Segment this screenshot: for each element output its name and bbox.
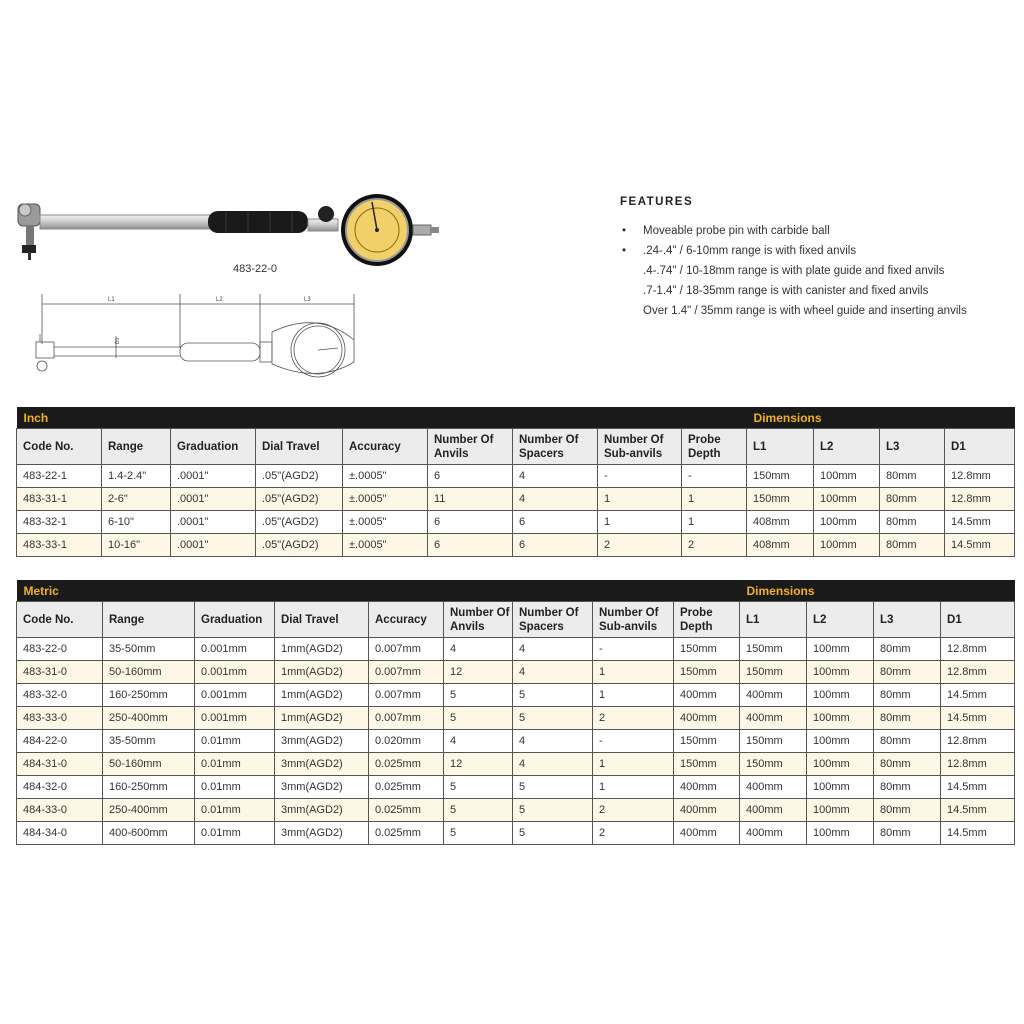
features-title: FEATURES <box>620 196 694 208</box>
table-cell: 80mm <box>874 753 941 776</box>
table-cell: 5 <box>513 776 593 799</box>
feature-item: • .24-.4" / 6-10mm range is with fixed anvils <box>620 241 1020 261</box>
table-cell: 5 <box>513 684 593 707</box>
table-cell: 483-31-0 <box>17 661 103 684</box>
table-cell: ±.0005" <box>343 488 428 511</box>
table-cell: 1 <box>593 661 674 684</box>
table-cell: 0.025mm <box>369 753 444 776</box>
column-header: Code No. <box>17 602 103 638</box>
table-cell: 14.5mm <box>941 684 1015 707</box>
table-cell: 5 <box>513 799 593 822</box>
table-cell: 483-22-0 <box>17 638 103 661</box>
dim-label-l2: L2 <box>216 297 223 303</box>
table-cell: 0.007mm <box>369 661 444 684</box>
column-header: Number Of Sub-anvils <box>593 602 674 638</box>
table-cell: 1mm(AGD2) <box>275 684 369 707</box>
table-cell: 5 <box>444 822 513 845</box>
table-row <box>17 684 1015 707</box>
table-cell: .0001" <box>171 488 256 511</box>
table-cell: 12 <box>444 661 513 684</box>
table-cell: 14.5mm <box>941 776 1015 799</box>
table-cell: 400mm <box>674 684 740 707</box>
table-cell: 80mm <box>880 534 945 557</box>
dim-label-l3: L3 <box>304 297 311 303</box>
dim-label-d1: D1 <box>115 337 121 344</box>
table-cell: .0001" <box>171 465 256 488</box>
table-cell: 400mm <box>740 707 807 730</box>
table-cell: 12.8mm <box>941 730 1015 753</box>
table-cell: 14.5mm <box>941 707 1015 730</box>
table-cell: 0.001mm <box>195 661 275 684</box>
table-cell: 160-250mm <box>103 684 195 707</box>
table-cell: ±.0005" <box>343 511 428 534</box>
table-cell: 150mm <box>674 638 740 661</box>
table-cell: 4 <box>513 638 593 661</box>
table-cell: 4 <box>513 730 593 753</box>
column-header: Probe Depth <box>674 602 740 638</box>
bore-gauge-photo <box>12 190 442 270</box>
table-cell: 12.8mm <box>945 465 1015 488</box>
table-cell: 483-33-0 <box>17 707 103 730</box>
table-cell: 4 <box>513 488 598 511</box>
column-header: Number Of Sub-anvils <box>598 429 682 465</box>
table-cell: 80mm <box>874 707 941 730</box>
model-caption: 483-22-0 <box>233 263 278 275</box>
table-cell: 14.5mm <box>941 822 1015 845</box>
table-cell: 160-250mm <box>103 776 195 799</box>
column-header: Probe Depth <box>682 429 747 465</box>
table-cell: 150mm <box>740 730 807 753</box>
table-cell: 4 <box>444 638 513 661</box>
table-cell: 1 <box>682 488 747 511</box>
table-cell: 400-600mm <box>103 822 195 845</box>
table-cell: .05"(AGD2) <box>256 465 343 488</box>
table-row <box>17 638 1015 661</box>
inch-section-label: Inch <box>17 407 747 429</box>
table-cell: 5 <box>513 707 593 730</box>
feature-item: • Moveable probe pin with carbide ball <box>620 221 1020 241</box>
table-cell: ±.0005" <box>343 534 428 557</box>
table-cell: ±.0005" <box>343 465 428 488</box>
table-cell: 80mm <box>874 799 941 822</box>
table-cell: 11 <box>428 488 513 511</box>
table-cell: 100mm <box>807 661 874 684</box>
column-header: D1 <box>945 429 1015 465</box>
table-cell: 484-34-0 <box>17 822 103 845</box>
table-cell: 2 <box>682 534 747 557</box>
table-cell: 1mm(AGD2) <box>275 638 369 661</box>
table-cell: - <box>593 638 674 661</box>
table-cell: 3mm(AGD2) <box>275 776 369 799</box>
table-cell: 5 <box>444 799 513 822</box>
column-header: L1 <box>740 602 807 638</box>
table-cell: 150mm <box>747 465 814 488</box>
table-cell: 6 <box>513 534 598 557</box>
column-header: Number Of Spacers <box>513 602 593 638</box>
features-list <box>620 221 1020 321</box>
table-cell: 6 <box>513 511 598 534</box>
table-cell: 100mm <box>807 730 874 753</box>
column-header: Number Of Anvils <box>444 602 513 638</box>
table-cell: 50-160mm <box>103 753 195 776</box>
table-cell: 1mm(AGD2) <box>275 661 369 684</box>
table-cell: - <box>593 730 674 753</box>
table-cell: 100mm <box>807 776 874 799</box>
column-header: Accuracy <box>343 429 428 465</box>
table-cell: 1 <box>598 488 682 511</box>
table-cell: 484-32-0 <box>17 776 103 799</box>
metric-table-body <box>17 638 1015 845</box>
table-cell: 6 <box>428 511 513 534</box>
table-cell: 400mm <box>740 799 807 822</box>
table-cell: 0.025mm <box>369 822 444 845</box>
table-cell: 484-22-0 <box>17 730 103 753</box>
table-cell: 12.8mm <box>941 638 1015 661</box>
table-cell: - <box>682 465 747 488</box>
table-cell: 100mm <box>807 822 874 845</box>
column-header: Dial Travel <box>275 602 369 638</box>
table-row <box>17 753 1015 776</box>
table-cell: 80mm <box>880 511 945 534</box>
metric-spec-table <box>16 580 1015 845</box>
table-cell: .05"(AGD2) <box>256 511 343 534</box>
table-cell: 0.007mm <box>369 707 444 730</box>
table-cell: 5 <box>444 684 513 707</box>
table-cell: 0.001mm <box>195 684 275 707</box>
table-row <box>17 707 1015 730</box>
feature-item: .7-1.4" / 18-35mm range is with canister and fixed anvils <box>643 285 929 297</box>
table-cell: 400mm <box>740 776 807 799</box>
table-cell: 100mm <box>814 534 880 557</box>
table-cell: 5 <box>444 776 513 799</box>
table-cell: 483-32-1 <box>17 511 102 534</box>
table-cell: 12.8mm <box>945 488 1015 511</box>
table-row <box>17 730 1015 753</box>
table-cell: 100mm <box>814 465 880 488</box>
inch-dimensions-label: Dimensions <box>747 407 1015 429</box>
table-cell: 400mm <box>740 684 807 707</box>
column-header: L2 <box>814 429 880 465</box>
column-header: Number Of Anvils <box>428 429 513 465</box>
column-header: L3 <box>874 602 941 638</box>
table-cell: 483-33-1 <box>17 534 102 557</box>
table-row <box>17 511 1015 534</box>
table-cell: 80mm <box>874 822 941 845</box>
table-cell: 0.025mm <box>369 799 444 822</box>
table-cell: 1 <box>682 511 747 534</box>
table-cell: 80mm <box>880 488 945 511</box>
table-cell: 0.01mm <box>195 776 275 799</box>
table-cell: 4 <box>513 753 593 776</box>
table-cell: 80mm <box>874 684 941 707</box>
table-cell: 250-400mm <box>103 707 195 730</box>
table-cell: 0.001mm <box>195 638 275 661</box>
table-cell: 0.01mm <box>195 753 275 776</box>
table-cell: 80mm <box>874 638 941 661</box>
table-cell: 3mm(AGD2) <box>275 730 369 753</box>
table-cell: 0.020mm <box>369 730 444 753</box>
table-cell: 80mm <box>874 730 941 753</box>
table-cell: 14.5mm <box>945 511 1015 534</box>
table-cell: 150mm <box>674 661 740 684</box>
table-cell: 150mm <box>740 753 807 776</box>
table-cell: 2 <box>593 707 674 730</box>
column-header: L3 <box>880 429 945 465</box>
table-cell: 100mm <box>814 511 880 534</box>
table-cell: 2-6" <box>102 488 171 511</box>
table-cell: 484-33-0 <box>17 799 103 822</box>
table-cell: 80mm <box>880 465 945 488</box>
table-cell: 12.8mm <box>941 753 1015 776</box>
table-cell: 4 <box>513 465 598 488</box>
table-cell: 4 <box>513 661 593 684</box>
table-cell: 3mm(AGD2) <box>275 799 369 822</box>
table-cell: 4 <box>444 730 513 753</box>
table-cell: 400mm <box>674 776 740 799</box>
table-cell: 100mm <box>807 753 874 776</box>
table-cell: 1 <box>593 753 674 776</box>
feature-item: Over 1.4" / 35mm range is with wheel guide and inserting anvils <box>643 305 967 317</box>
metric-dimensions-label: Dimensions <box>740 580 1015 602</box>
column-header: L1 <box>747 429 814 465</box>
table-cell: 3mm(AGD2) <box>275 822 369 845</box>
table-cell: 10-16" <box>102 534 171 557</box>
table-cell: 1.4-2.4" <box>102 465 171 488</box>
column-header: Number Of Spacers <box>513 429 598 465</box>
table-row <box>17 465 1015 488</box>
table-row <box>17 799 1015 822</box>
table-cell: 1 <box>593 684 674 707</box>
column-header: Graduation <box>171 429 256 465</box>
table-cell: 5 <box>444 707 513 730</box>
dimension-drawing <box>28 292 368 384</box>
metric-header-row <box>17 602 1015 638</box>
table-cell: 14.5mm <box>941 799 1015 822</box>
table-cell: .0001" <box>171 511 256 534</box>
table-cell: 483-22-1 <box>17 465 102 488</box>
table-cell: 0.007mm <box>369 638 444 661</box>
table-row <box>17 488 1015 511</box>
inch-spec-table <box>16 407 1015 557</box>
table-cell: 408mm <box>747 511 814 534</box>
table-cell: 400mm <box>740 822 807 845</box>
table-cell: 6 <box>428 465 513 488</box>
table-cell: 150mm <box>674 730 740 753</box>
table-cell: 1mm(AGD2) <box>275 707 369 730</box>
column-header: Dial Travel <box>256 429 343 465</box>
table-row <box>17 661 1015 684</box>
table-cell: 100mm <box>814 488 880 511</box>
table-cell: 50-160mm <box>103 661 195 684</box>
table-cell: 150mm <box>674 753 740 776</box>
table-cell: 250-400mm <box>103 799 195 822</box>
table-cell: 400mm <box>674 707 740 730</box>
column-header: L2 <box>807 602 874 638</box>
table-row <box>17 534 1015 557</box>
table-cell: 80mm <box>874 661 941 684</box>
table-cell: 0.01mm <box>195 730 275 753</box>
column-header: Graduation <box>195 602 275 638</box>
column-header: Code No. <box>17 429 102 465</box>
table-cell: 100mm <box>807 684 874 707</box>
column-header: Range <box>103 602 195 638</box>
table-cell: 6 <box>428 534 513 557</box>
table-cell: 35-50mm <box>103 730 195 753</box>
table-cell: 12.8mm <box>941 661 1015 684</box>
table-cell: 2 <box>598 534 682 557</box>
table-cell: 100mm <box>807 707 874 730</box>
table-row <box>17 776 1015 799</box>
table-cell: 0.01mm <box>195 822 275 845</box>
table-cell: 0.007mm <box>369 684 444 707</box>
table-cell: 408mm <box>747 534 814 557</box>
table-cell: 3mm(AGD2) <box>275 753 369 776</box>
inch-header-row <box>17 429 1015 465</box>
table-cell: 150mm <box>740 661 807 684</box>
table-cell: .05"(AGD2) <box>256 488 343 511</box>
table-cell: 12 <box>444 753 513 776</box>
table-cell: 483-31-1 <box>17 488 102 511</box>
table-cell: 1 <box>593 776 674 799</box>
table-cell: 100mm <box>807 638 874 661</box>
table-cell: .0001" <box>171 534 256 557</box>
column-header: Range <box>102 429 171 465</box>
features-section <box>620 196 1020 321</box>
table-cell: 0.01mm <box>195 799 275 822</box>
column-header: D1 <box>941 602 1015 638</box>
table-cell: 6-10" <box>102 511 171 534</box>
feature-item: .4-.74" / 10-18mm range is with plate guide and fixed anvils <box>643 265 945 277</box>
table-cell: 35-50mm <box>103 638 195 661</box>
table-row <box>17 822 1015 845</box>
table-cell: 100mm <box>807 799 874 822</box>
table-cell: 150mm <box>747 488 814 511</box>
column-header: Accuracy <box>369 602 444 638</box>
table-cell: 483-32-0 <box>17 684 103 707</box>
inch-table-body <box>17 465 1015 557</box>
metric-section-label: Metric <box>17 580 740 602</box>
table-cell: 5 <box>513 822 593 845</box>
table-cell: - <box>598 465 682 488</box>
table-cell: 150mm <box>740 638 807 661</box>
dim-label-l1: L1 <box>108 297 115 303</box>
table-cell: 400mm <box>674 799 740 822</box>
table-cell: 0.025mm <box>369 776 444 799</box>
table-cell: 2 <box>593 799 674 822</box>
table-cell: 484-31-0 <box>17 753 103 776</box>
table-cell: .05"(AGD2) <box>256 534 343 557</box>
table-cell: 400mm <box>674 822 740 845</box>
table-cell: 2 <box>593 822 674 845</box>
table-cell: 1 <box>598 511 682 534</box>
table-cell: 80mm <box>874 776 941 799</box>
table-cell: 14.5mm <box>945 534 1015 557</box>
table-cell: 0.001mm <box>195 707 275 730</box>
